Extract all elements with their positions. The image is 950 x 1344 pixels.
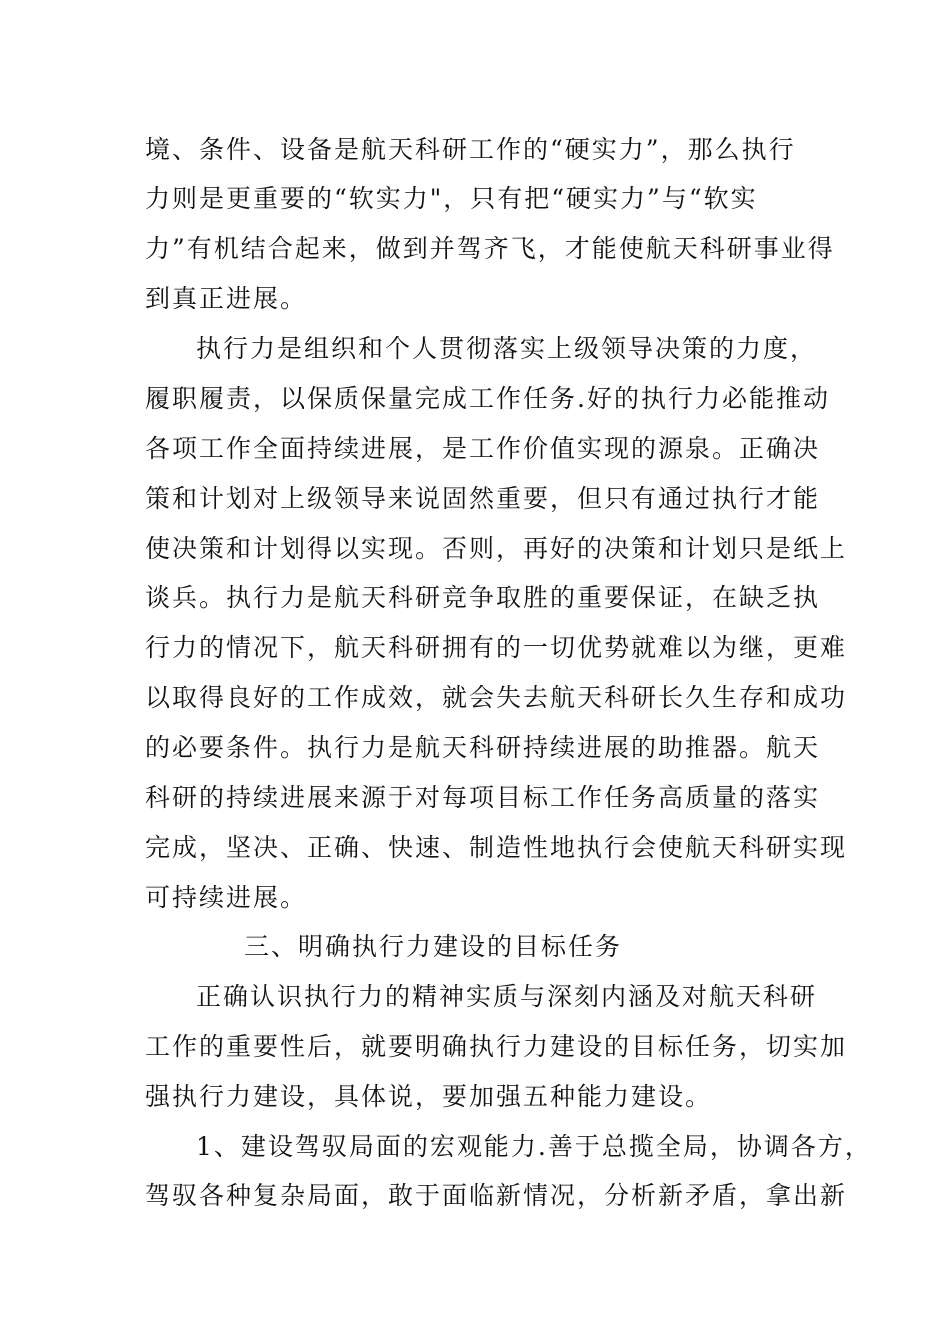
paragraph-first-line: 执行力是组织和个人贯彻落实上级领导决策的力度， <box>196 334 818 363</box>
text-line: 履职履责，以保质保量完成工作任务.好的执行力必能推动 <box>145 384 830 413</box>
text-line: 驾驭各种复杂局面，敢于面临新情况，分析新矛盾，拿出新 <box>145 1181 848 1210</box>
text-line: 谈兵。执行力是航天科研竞争取胜的重要保证，在缺乏执 <box>145 583 821 612</box>
text-line: 完成，坚决、正确、快速、制造性地执行会使航天科研实现 <box>145 833 848 862</box>
text-line: 使决策和计划得以实现。否则，再好的决策和计划只是纸上 <box>145 534 848 563</box>
text-line: 科研的持续进展来源于对每项目标工作任务高质量的落实 <box>145 783 821 812</box>
text-line: 境、条件、设备是航天科研工作的“硬实力”，那么执行 <box>145 135 796 164</box>
text-line: 行力的情况下，航天科研拥有的一切优势就难以为继，更难 <box>145 633 848 662</box>
section-heading: 三、明确执行力建设的目标任务 <box>244 932 623 961</box>
text-line: 力”有机结合起来，做到并驾齐飞，才能使航天科研事业得 <box>145 234 835 263</box>
text-line: 工作的重要性后，就要明确执行力建设的目标任务，切实加 <box>145 1032 848 1061</box>
text-line: 强执行力建设，具体说，要加强五种能力建设。 <box>145 1082 713 1111</box>
paragraph-first-line: 正确认识执行力的精神实质与深刻内涵及对航天科研 <box>196 982 818 1011</box>
text-line: 可持续进展。 <box>145 883 308 912</box>
text-line: 的必要条件。执行力是航天科研持续进展的助推器。航天 <box>145 733 821 762</box>
text-line: 以取得良好的工作成效，就会失去航天科研长久生存和成功 <box>145 683 848 712</box>
text-line: 到真正进展。 <box>145 284 308 313</box>
paragraph-first-line: 1、建设驾驭局面的宏观能力.善于总揽全局，协调各方， <box>196 1132 872 1161</box>
text-line: 策和计划对上级领导来说固然重要，但只有通过执行才能 <box>145 484 821 513</box>
text-line: 力则是更重要的“软实力"，只有把“硬实力”与“软实 <box>145 184 758 213</box>
text-line: 各项工作全面持续进展，是工作价值实现的源泉。正确决 <box>145 434 821 463</box>
